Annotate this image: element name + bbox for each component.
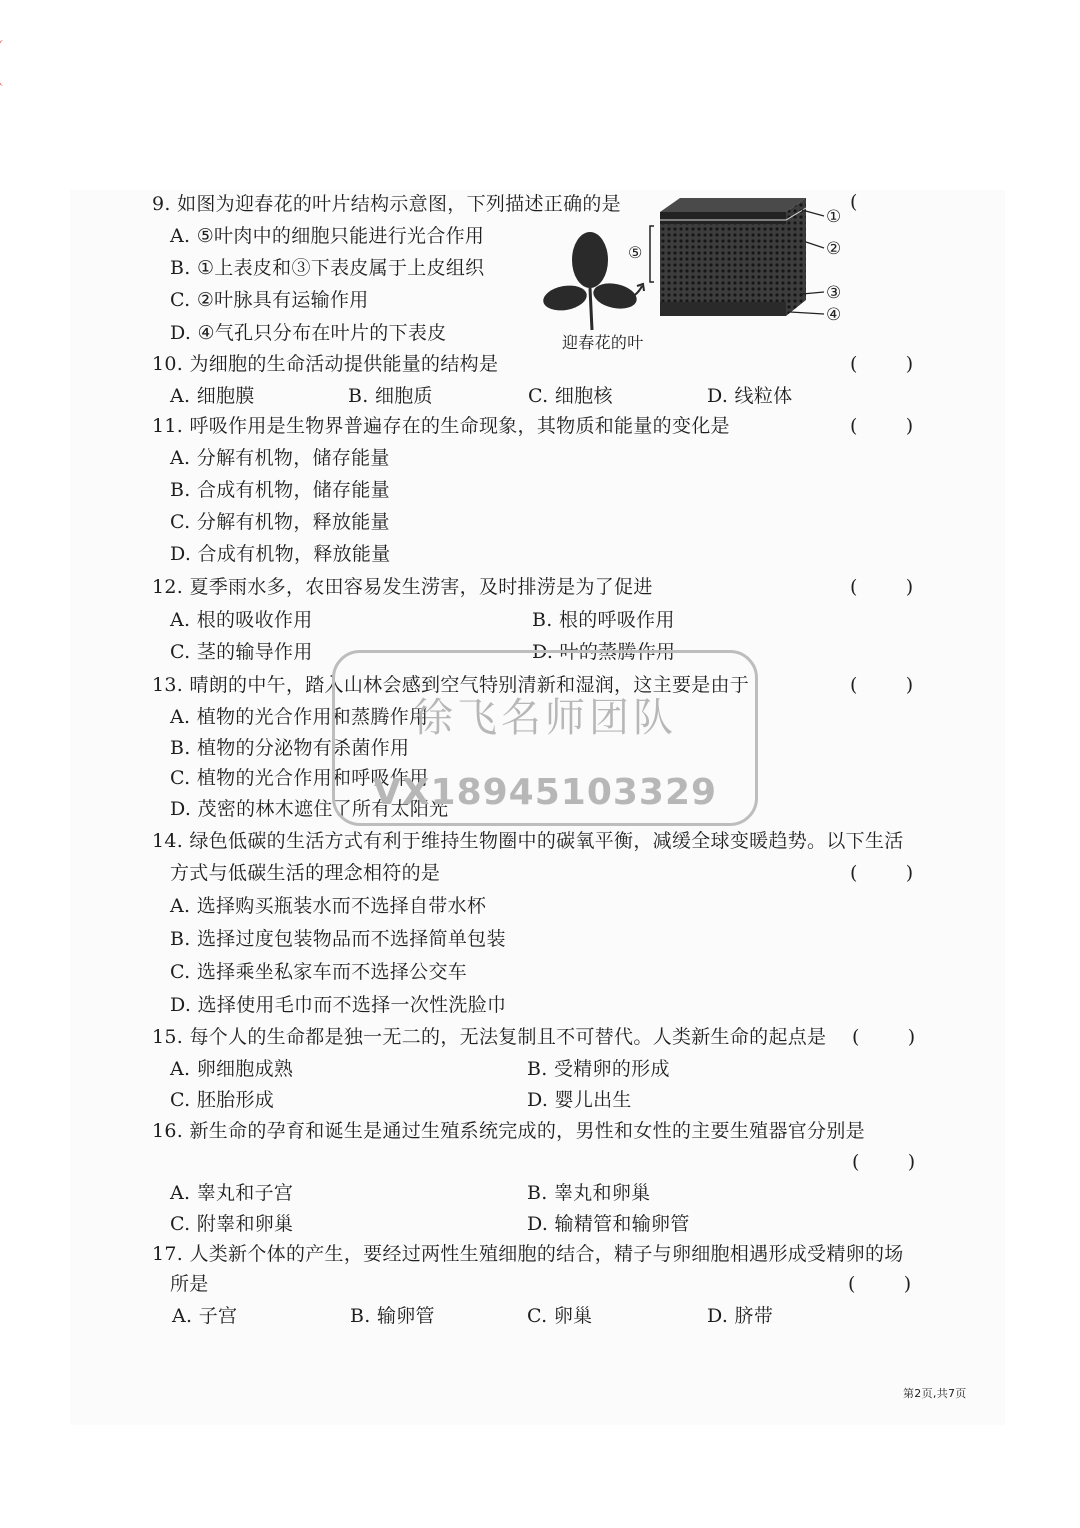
answer-paren-16: ( ) [852,1151,916,1173]
question-10-stem: 10. 为细胞的生命活动提供能量的结构是 [152,353,499,375]
q17-option-b: B. 输卵管 [350,1305,435,1327]
question-15-stem: 15. 每个人的生命都是独一无二的，无法复制且不可替代。人类新生命的起点是 [152,1026,827,1048]
q17-option-c: C. 卵巢 [527,1305,593,1327]
answer-paren-11: ( ) [850,415,914,437]
question-11-stem: 11. 呼吸作用是生物界普遍存在的生命现象，其物质和能量的变化是 [152,415,730,437]
q11-option-c: C. 分解有机物，释放能量 [170,511,390,533]
question-17-stem-continued: 所是 [170,1273,209,1295]
q17-option-d: D. 脐带 [707,1305,774,1327]
question-17-stem: 17. 人类新个体的产生，要经过两性生殖细胞的结合，精子与卵细胞相遇形成受精卵的场 [152,1243,904,1265]
q13-option-b: B. 植物的分泌物有杀菌作用 [170,737,410,759]
q10-option-a: A. 细胞膜 [170,385,255,407]
answer-paren-15: ( ) [852,1026,916,1048]
q9-option-d: D. ④气孔只分布在叶片的下表皮 [170,322,447,344]
q12-option-d: D. 叶的蒸腾作用 [532,641,676,663]
q15-option-b: B. 受精卵的形成 [527,1058,670,1080]
question-12-stem: 12. 夏季雨水多，农田容易发生涝害，及时排涝是为了促进 [152,576,653,598]
question-16-stem: 16. 新生命的孕育和诞生是通过生殖系统完成的，男性和女性的主要生殖器官分别是 [152,1120,865,1142]
q15-option-a: A. 卵细胞成熟 [170,1058,294,1080]
q13-option-c: C. 植物的光合作用和呼吸作用 [170,767,429,789]
q16-option-c: C. 附睾和卵巢 [170,1213,294,1235]
leaf-cross-section-icon [660,198,806,316]
q10-option-b: B. 细胞质 [348,385,433,407]
q10-option-c: C. 细胞核 [528,385,613,407]
q15-option-c: C. 胚胎形成 [170,1089,275,1111]
figure-label-4: ④ [826,305,842,325]
figure-label-2: ② [826,239,842,259]
q12-option-a: A. 根的吸收作用 [170,609,313,631]
answer-paren-9: ( [850,191,858,213]
q16-option-a: A. 睾丸和子宫 [170,1182,294,1204]
q13-option-a: A. 植物的光合作用和蒸腾作用 [170,706,429,728]
q13-option-d: D. 茂密的林木遮住了所有太阳光 [170,798,449,820]
q15-option-d: D. 婴儿出生 [527,1089,632,1111]
corner-mark [0,40,13,86]
answer-paren-10: ( ) [850,353,914,375]
q10-option-d: D. 线粒体 [707,385,793,407]
answer-paren-12: ( ) [850,576,914,598]
q12-option-b: B. 根的呼吸作用 [532,609,675,631]
watermark-contact: VX18945103329 [372,772,718,813]
q9-option-b: B. ①上表皮和③下表皮属于上皮组织 [170,257,485,279]
page-number: 第2页,共7页 [903,1387,967,1400]
q14-option-c: C. 选择乘坐私家车而不选择公交车 [170,961,468,983]
figure-caption: 迎春花的叶 [562,333,644,352]
figure-label-3: ③ [826,283,842,303]
question-14-stem-continued: 方式与低碳生活的理念相符的是 [170,862,441,884]
watermark-team-name: 徐飞名师团队 [413,695,677,741]
q14-option-b: B. 选择过度包装物品而不选择简单包装 [170,928,506,950]
figure-label-5: ⑤ [628,243,643,262]
figure-label-1: ① [826,207,842,227]
answer-paren-14: ( ) [850,862,914,884]
q9-option-a: A. ⑤叶肉中的细胞只能进行光合作用 [170,225,485,247]
q14-option-a: A. 选择购买瓶装水而不选择自带水杯 [170,895,487,917]
question-9-stem: 9. 如图为迎春花的叶片结构示意图，下列描述正确的是 [152,193,621,215]
answer-paren-13: ( ) [850,674,914,696]
q12-option-c: C. 茎的输导作用 [170,641,313,663]
question-14-stem: 14. 绿色低碳的生活方式有利于维持生物圈中的碳氧平衡，减缓全球变暖趋势。以下生活 [152,830,904,852]
q17-option-a: A. 子宫 [172,1305,238,1327]
q14-option-d: D. 选择使用毛巾而不选择一次性洗脸巾 [170,994,507,1016]
q16-option-d: D. 输精管和输卵管 [527,1213,690,1235]
q16-option-b: B. 睾丸和卵巢 [527,1182,651,1204]
q11-option-b: B. 合成有机物，储存能量 [170,479,390,501]
q9-option-c: C. ②叶脉具有运输作用 [170,289,369,311]
q11-option-d: D. 合成有机物，释放能量 [170,543,391,565]
question-13-stem: 13. 晴朗的中午，踏入山林会感到空气特别清新和湿润，这主要是由于 [152,674,750,696]
q11-option-a: A. 分解有机物，储存能量 [170,447,390,469]
answer-paren-17: ( ) [848,1273,912,1295]
